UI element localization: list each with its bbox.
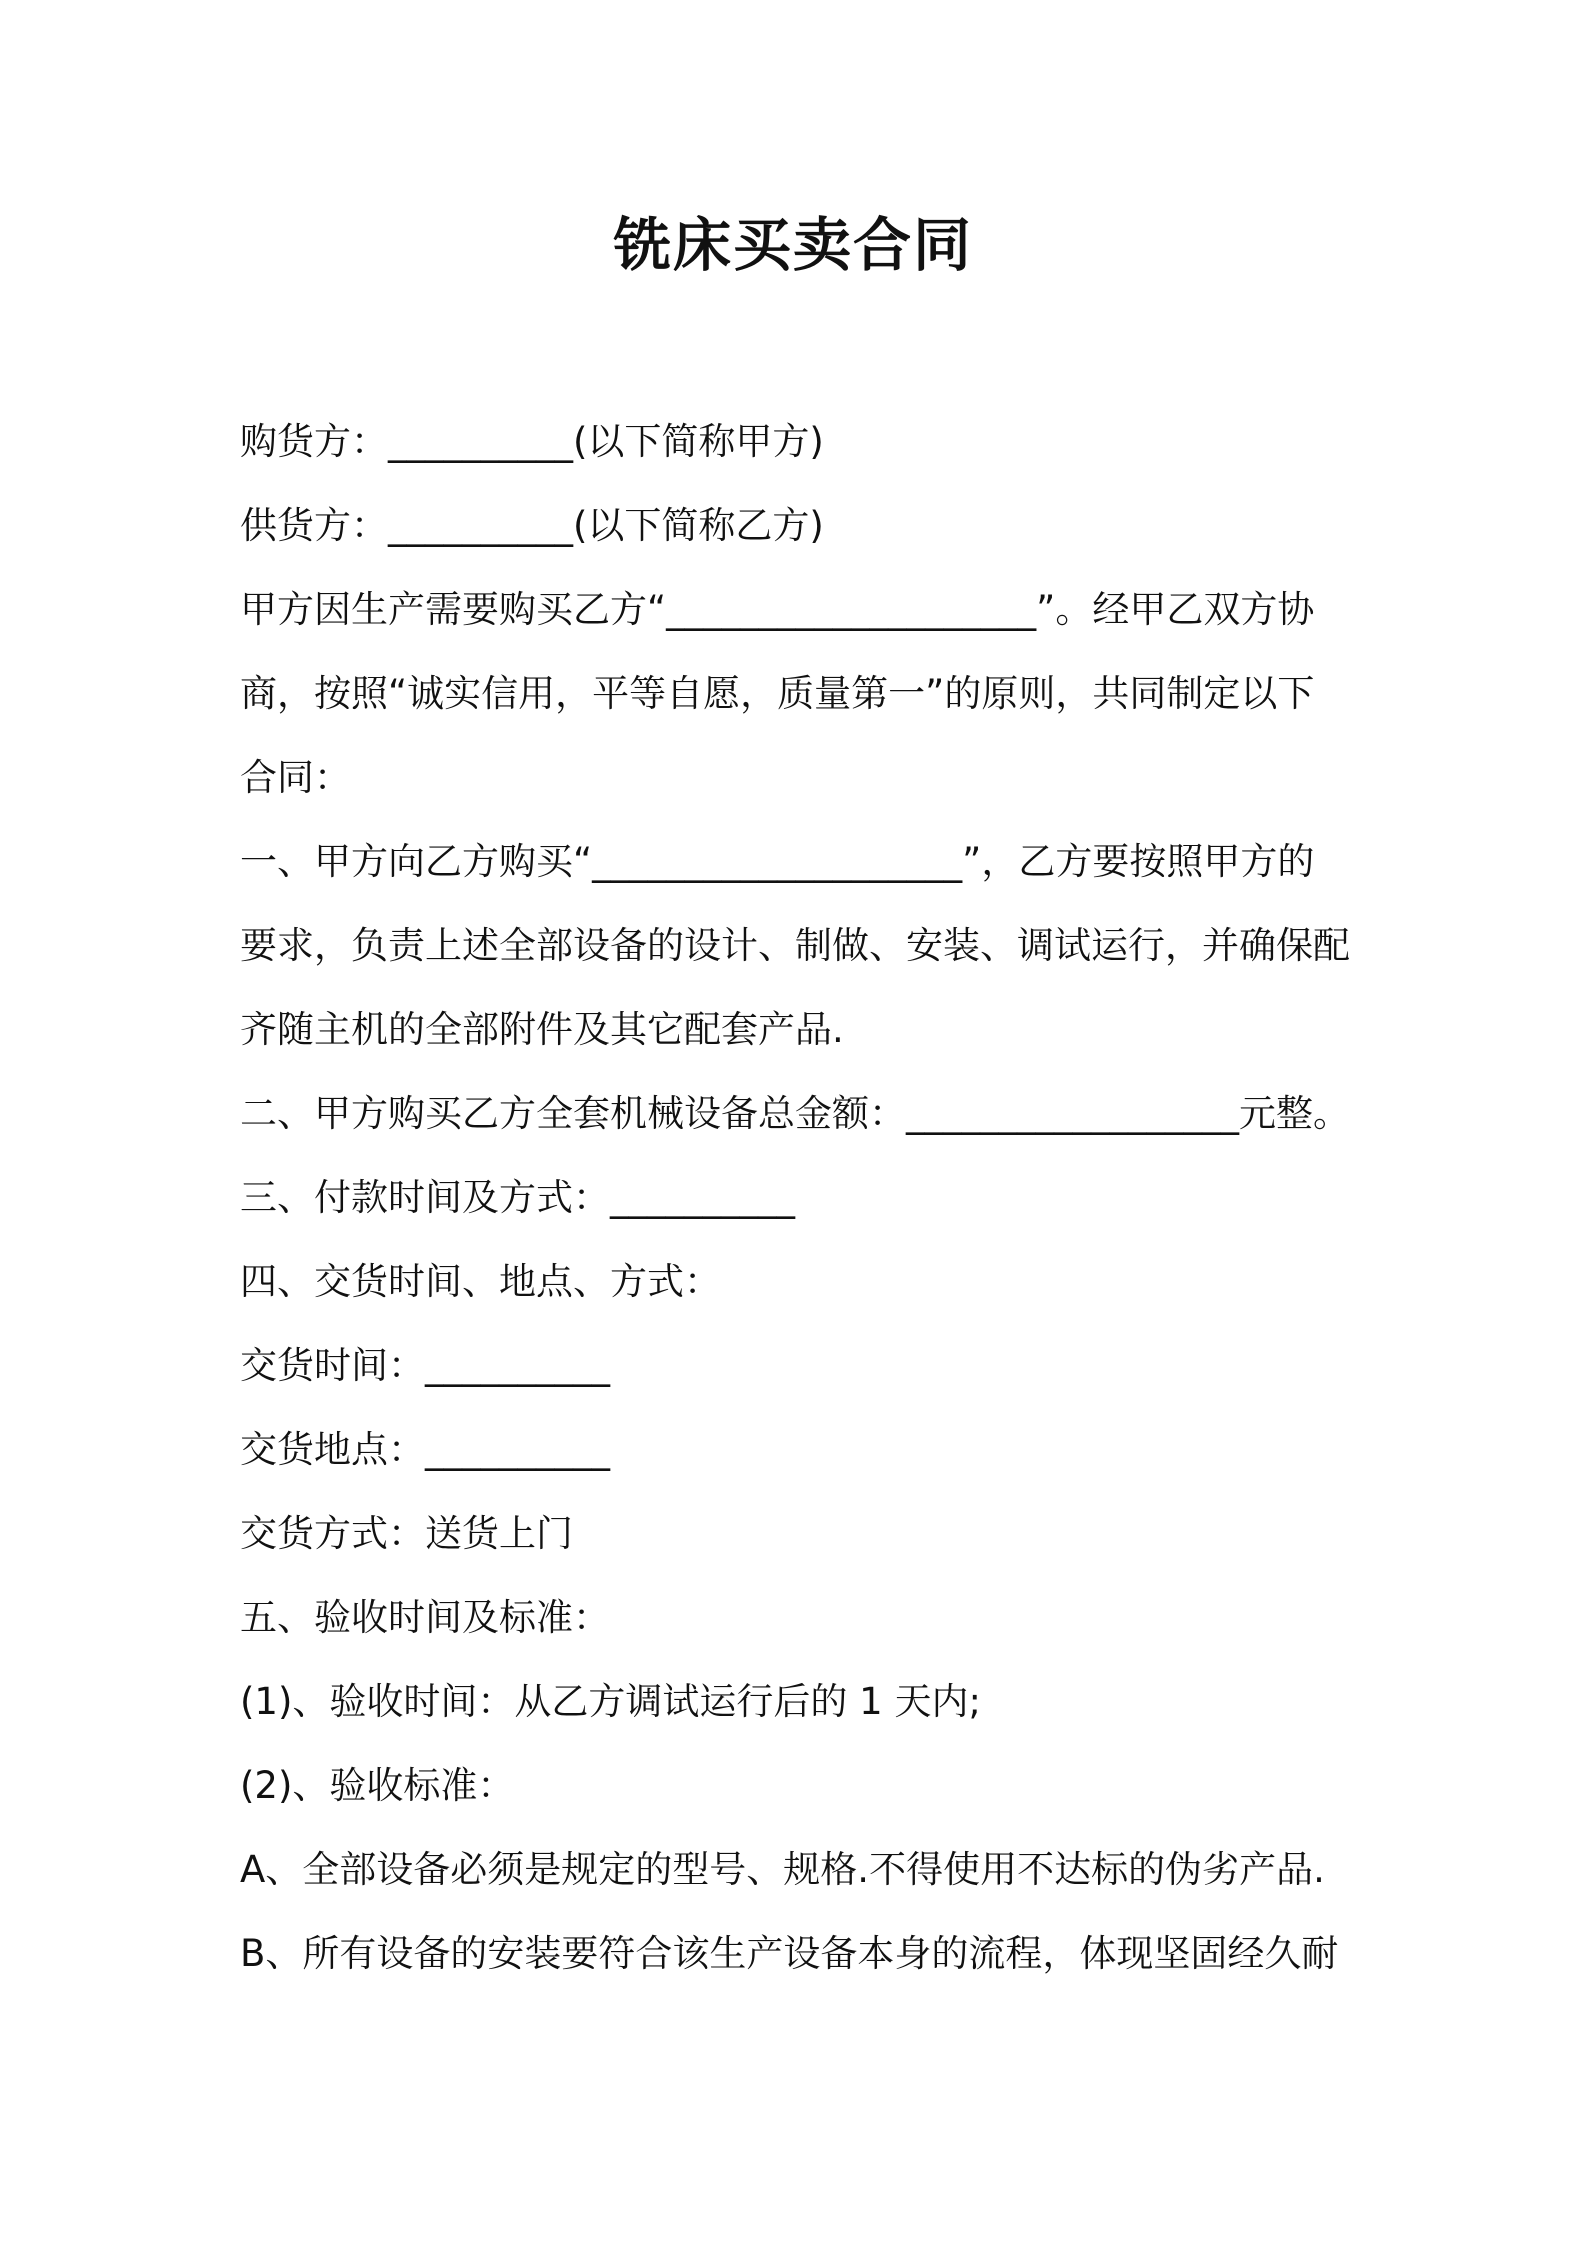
clause-two-line [240, 1072, 1355, 1156]
paragraph-text: 二、甲方购买乙方全套机械设备总金额：__________________元整。 [240, 1092, 1350, 1135]
acceptance-time-line [240, 1660, 1355, 1744]
supplier-line [240, 484, 1355, 568]
paragraph-text: B、所有设备的安装要符合该生产设备本身的流程，体现坚固经久耐 [240, 1932, 1339, 1975]
standard-b-line [240, 1912, 1355, 1996]
document-body [240, 400, 1355, 1996]
paragraph-text: 合同： [240, 756, 351, 799]
paragraph-text: 齐随主机的全部附件及其它配套产品. [240, 1008, 844, 1051]
delivery-method-line [240, 1492, 1355, 1576]
paragraph-text: 要求，负责上述全部设备的设计、制做、安装、调试运行，并确保配 [240, 924, 1350, 967]
paragraph-text: 供货方：__________(以下简称乙方) [240, 504, 824, 547]
paragraph-text: 交货时间：__________ [240, 1344, 610, 1387]
paragraph-text: 商，按照“诚实信用，平等自愿，质量第一”的原则，共同制定以下 [240, 672, 1315, 715]
paragraph-text: 交货地点：__________ [240, 1428, 610, 1471]
paragraph-text: 四、交货时间、地点、方式： [240, 1260, 721, 1303]
acceptance-standard-line [240, 1744, 1355, 1828]
document-title: 铣床买卖合同 [612, 211, 973, 279]
clause-five-line [240, 1576, 1355, 1660]
delivery-place-line [240, 1408, 1355, 1492]
paragraph-text: 一、甲方向乙方购买“____________________”，乙方要按照甲方的 [240, 840, 1315, 883]
paragraph-text: 五、验收时间及标准： [240, 1596, 610, 1639]
preamble-line [240, 568, 1355, 652]
buyer-line [240, 400, 1355, 484]
clause-one-line [240, 904, 1355, 988]
standard-a-line [240, 1828, 1355, 1912]
paragraph-text: (1)、验收时间：从乙方调试运行后的 1 天内; [240, 1680, 981, 1723]
clause-three-line [240, 1156, 1355, 1240]
paragraph-text: 三、付款时间及方式：__________ [240, 1176, 795, 1219]
preamble-line [240, 652, 1355, 736]
clause-one-line [240, 820, 1355, 904]
paragraph-text: 交货方式：送货上门 [240, 1512, 573, 1555]
delivery-time-line [240, 1324, 1355, 1408]
paragraph-text: 甲方因生产需要购买乙方“____________________”。经甲乙双方协 [240, 588, 1315, 631]
clause-four-line [240, 1240, 1355, 1324]
preamble-line [240, 736, 1355, 820]
paragraph-text: A、全部设备必须是规定的型号、规格.不得使用不达标的伪劣产品. [240, 1848, 1325, 1891]
clause-one-line [240, 988, 1355, 1072]
paragraph-text: (2)、验收标准： [240, 1764, 515, 1807]
paragraph-text: 购货方：__________(以下简称甲方) [240, 420, 824, 463]
